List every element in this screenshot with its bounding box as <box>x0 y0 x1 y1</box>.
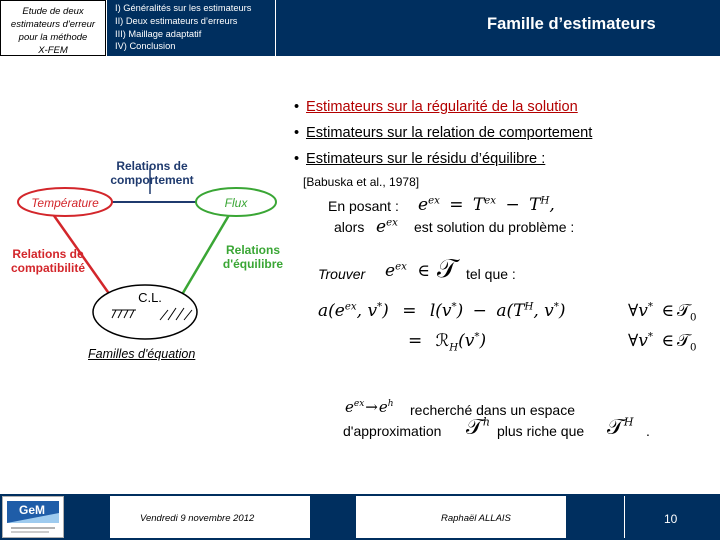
header-title-panel <box>276 0 720 56</box>
alors-text: alors <box>334 219 365 235</box>
gem-logo <box>2 496 64 538</box>
cl-label: C.L. <box>138 290 162 305</box>
est-solution-text: est solution du problème : <box>414 219 575 235</box>
bullet-symbol: • <box>294 99 300 115</box>
slide-title: Famille d’estimateurs <box>487 15 656 33</box>
bullet-text: Estimateurs sur la régularité de la solution <box>306 99 578 115</box>
tel-que-text: tel que : <box>466 266 516 282</box>
behavior-relations-label-1: Relations de <box>116 159 188 173</box>
compatibility-relations-label-1: Relations de <box>12 247 84 261</box>
header-left-panel <box>0 0 106 56</box>
recherche-text: recherché dans un espace <box>410 402 575 418</box>
weak-form-equation-1: $a(e^{ex}$, $v^*) = l(v^*) - a(T^H$, v*) <box>318 301 566 321</box>
outline-item[interactable]: III) Maillage adaptatif <box>115 29 202 39</box>
equation-families-caption: Familles d'équation <box>88 347 196 361</box>
outline-item[interactable]: I) Généralités sur les estimateurs <box>115 3 252 13</box>
trouver-text: Trouver <box>318 266 366 282</box>
header-outline-panel <box>107 0 275 56</box>
weak-form-equation-2: = ℛ$_H$(v*) <box>408 331 487 354</box>
bullet-comportement <box>294 125 592 141</box>
bullet-symbol: • <box>294 151 300 167</box>
reference-text: [Babuska et al., 1978] <box>303 175 420 189</box>
space-T-symbol: 𝒯 <box>437 254 457 284</box>
page-number: 10 <box>664 512 678 526</box>
bullet-symbol: • <box>294 125 300 141</box>
space-Th-symbol: 𝒯$^h$ <box>466 415 490 440</box>
subject-line: estimateurs d'erreur <box>10 19 96 30</box>
error-approx-math: $e^{ex}\to e^h$ <box>345 398 394 416</box>
plus-riche-text: plus riche que <box>497 423 585 439</box>
flux-label: Flux <box>224 196 248 210</box>
outline-item[interactable]: IV) Conclusion <box>115 41 176 51</box>
equilibrium-relations-label-2: d'équilibre <box>222 257 284 271</box>
error-symbol-alors: $e^{ex}$ <box>376 217 398 237</box>
reference-citation <box>303 175 419 189</box>
compatibility-relations-label-2: compatibilité <box>10 261 86 275</box>
subject-line: X-FEM <box>38 45 68 56</box>
final-period: . <box>646 423 650 439</box>
approximation-text: d'approximation <box>343 423 442 439</box>
behavior-relations-label-2: comportement <box>110 173 194 187</box>
forall-clause-2: ∀v* ∈ 𝒯$_0$ <box>628 331 697 354</box>
bullet-residu <box>294 151 545 167</box>
bullet-regularite <box>294 99 578 115</box>
footer-date: Vendredi 9 novembre 2012 <box>140 513 255 524</box>
subject-line: Etude de deux <box>22 6 84 17</box>
equilibrium-line <box>180 210 232 298</box>
bullet-text: Estimateurs sur le résidu d’équilibre : <box>306 151 546 167</box>
gem-logo-text: GeM <box>19 503 46 517</box>
error-definition-equation: $e^{ex} = T^{ex} - T^H$, <box>418 195 555 215</box>
forall-clause-1: ∀v* ∈ 𝒯$_0$ <box>628 301 697 324</box>
find-condition-math: $e^{ex}$ ∈ <box>385 261 430 281</box>
temperature-label: Température <box>31 196 99 210</box>
subject-line: pour la méthode <box>18 32 88 43</box>
outline-item[interactable]: II) Deux estimateurs d’erreurs <box>115 16 238 26</box>
space-TH-symbol: 𝒯$^H$ <box>607 415 634 440</box>
equation-family-diagram <box>0 150 300 450</box>
bullet-text: Estimateurs sur la relation de comportement <box>306 125 593 141</box>
en-posant-text: En posant : <box>328 198 399 214</box>
footer-author: Raphaël ALLAIS <box>441 513 511 524</box>
presentation-subject <box>5 5 101 57</box>
equilibrium-relations-label-1: Relations <box>225 243 281 257</box>
